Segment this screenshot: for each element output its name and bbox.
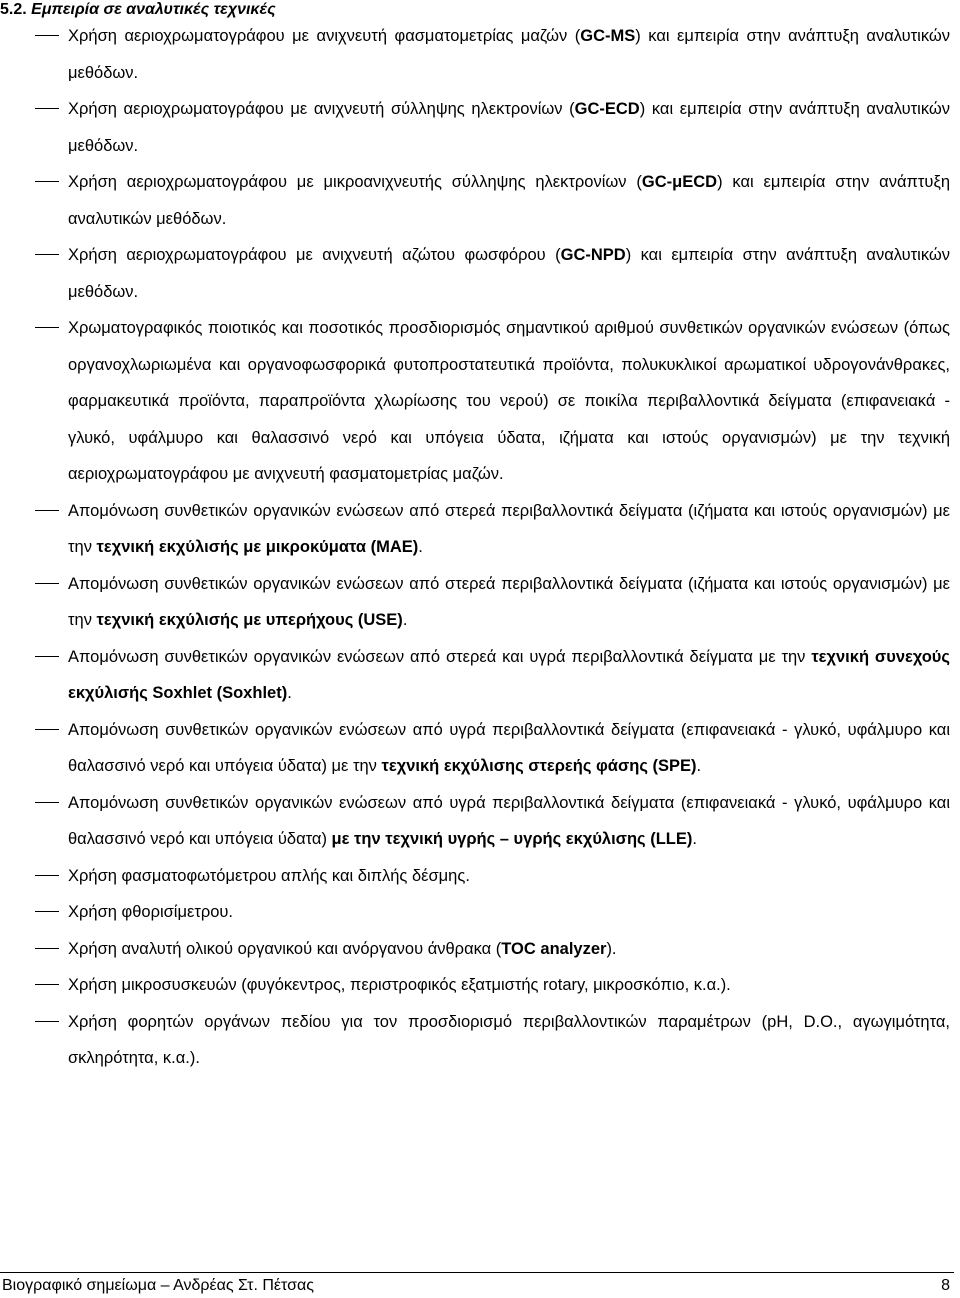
dash-bullet-icon: [35, 254, 59, 255]
item-text: Χρωματογραφικός ποιοτικός και ποσοτικός προσδιορισμός σημαντικού αριθμού συνθετικών οργανικών ενώσεων (όπως οργανοχλωριωμένα και οργανοφωσφορικά φυτοπροστατευτικά προϊόντα, πολυκυκλικοί αρωματικοί υδρογονάνθρακες, φαρμακευτικά προϊόντα, παραπροϊόντα χλωρίωσης του νερού) σε ποικίλα περιβαλλοντικά δείγματα (επιφανειακά - γλυκό, υφάλμυρο και θαλασσινό νερό και υπόγεια ύδατα, ιζήματα και ιστούς οργανισμών) με την τεχνική αεριοχρωματογράφου με ανιχνευτή φασματομετρίας μαζών.: [68, 319, 950, 483]
item-text: Χρήση μικροσυσκευών (φυγόκεντρος, περιστροφικός εξατμιστής rotary, μικροσκόπιο, κ.α.).: [68, 976, 731, 994]
dash-bullet-icon: [35, 948, 59, 949]
list-item: [0, 1004, 960, 1077]
list-item: [0, 967, 960, 1004]
dash-bullet-icon: [35, 875, 59, 876]
bold-text: GC-NPD: [560, 246, 626, 264]
dash-bullet-icon: [35, 911, 59, 912]
item-text: Απομόνωση συνθετικών οργανικών ενώσεων από υγρά περιβαλλοντικά δείγματα (επιφανειακά - γλυκό, υφάλμυρο και θαλασσινό νερό και υπόγεια ύδατα) με την: [68, 720, 950, 775]
dash-bullet-icon: [35, 583, 59, 584]
dash-bullet-icon: [35, 108, 59, 109]
bold-text: τεχνική εκχύλισής με υπερήχους (USE): [96, 611, 403, 629]
section-heading: [0, 0, 276, 20]
bold-text: GC-MS: [580, 27, 636, 45]
item-text: .: [692, 830, 697, 848]
item-text: Χρήση αεριοχρωματογράφου με μικροανιχνευτής σύλληψης ηλεκτρονίων (: [68, 173, 642, 191]
list-item: [0, 18, 960, 91]
item-text: Απομόνωση συνθετικών οργανικών ενώσεων από υγρά περιβαλλοντικά δείγματα (επιφανειακά - γλυκό, υφάλμυρο και θαλασσινό νερό και υπόγεια ύδατα): [68, 793, 950, 848]
dash-bullet-icon: [35, 802, 59, 803]
bold-text: με την τεχνική υγρής – υγρής εκχύλισης (LLE): [331, 830, 693, 848]
item-text: .: [402, 611, 408, 629]
page-number: 8: [941, 1277, 950, 1294]
item-text: Χρήση αεριοχρωματογράφου με ανιχνευτή φασματομετρίας μαζών (: [68, 27, 581, 45]
item-text: ).: [606, 939, 617, 958]
dash-bullet-icon: [35, 1021, 59, 1022]
list-item: [0, 91, 960, 164]
bold-text: τεχνική εκχύλισής με μικροκύματα (MAE): [96, 538, 419, 556]
item-text: Χρήση αεριοχρωματογράφου με ανιχνευτή αζώτου φωσφόρου (: [68, 246, 561, 264]
item-text: Χρήση αναλυτή ολικού οργανικού και ανόργανου άνθρακα (: [68, 939, 502, 958]
section-number: 5.2.: [0, 1, 27, 18]
item-text: Απομόνωση συνθετικών οργανικών ενώσεων από στερεά περιβαλλοντικά δείγματα (ιζήματα και ιστούς οργανισμών) με την: [68, 574, 950, 629]
dash-bullet-icon: [35, 510, 59, 511]
item-text: ) και εμπειρία στην ανάπτυξη αναλυτικών μεθόδων.: [68, 27, 951, 82]
list-item: [0, 639, 960, 712]
bold-text: τεχνική συνεχούς εκχύλισής Soxhlet (Soxhlet): [68, 647, 950, 702]
dash-bullet-icon: [35, 656, 59, 657]
list-item: [0, 931, 960, 968]
bold-text: τεχνική εκχύλισης στερεής φάσης (SPE): [381, 757, 697, 775]
bold-text: GC-μECD: [641, 173, 718, 191]
list-item: [0, 237, 960, 310]
item-text: ) και εμπειρία στην ανάπτυξη αναλυτικών μεθόδων.: [68, 173, 951, 228]
footer-author: Βιογραφικό σημείωμα – Ανδρέας Στ. Πέτσας: [2, 1277, 314, 1294]
item-text: ) και εμπειρία στην ανάπτυξη αναλυτικών μεθόδων.: [68, 100, 951, 155]
item-text: Χρήση αεριοχρωματογράφου με ανιχνευτή σύλληψης ηλεκτρονίων (: [68, 100, 575, 118]
item-text: Χρήση φορητών οργάνων πεδίου για τον προσδιορισμό περιβαλλοντικών παραμέτρων (pH, D.O., αγωγιμότητα, σκληρότητα, κ.α.).: [68, 1012, 950, 1067]
item-text: Χρήση φθορισίμετρου.: [68, 903, 234, 921]
dash-bullet-icon: [35, 729, 59, 730]
item-text: ) και εμπειρία στην ανάπτυξη αναλυτικών μεθόδων.: [68, 246, 951, 301]
list-item: [0, 566, 960, 639]
item-text: .: [418, 538, 423, 556]
list-item: [0, 164, 960, 237]
item-text: .: [287, 684, 292, 702]
item-text: Χρήση φασματοφωτόμετρου απλής και διπλής δέσμης.: [68, 866, 470, 885]
dash-bullet-icon: [35, 984, 59, 985]
list-item: [0, 894, 960, 931]
skills-list: [0, 18, 960, 1077]
list-item: [0, 493, 960, 566]
list-item: [0, 712, 960, 785]
dash-bullet-icon: [35, 35, 59, 36]
item-text: Απομόνωση συνθετικών οργανικών ενώσεων από στερεά περιβαλλοντικά δείγματα (ιζήματα και ιστούς οργανισμών) με την: [68, 501, 950, 556]
section-title: Εμπειρία σε αναλυτικές τεχνικές: [31, 1, 276, 18]
item-text: Απομόνωση συνθετικών οργανικών ενώσεων από στερεά και υγρά περιβαλλοντικά δείγματα με την: [68, 647, 812, 666]
dash-bullet-icon: [35, 181, 59, 182]
item-text: .: [696, 757, 702, 775]
list-item: [0, 785, 960, 858]
dash-bullet-icon: [35, 327, 59, 328]
bold-text: GC-ECD: [574, 100, 640, 118]
page-footer: [0, 1272, 954, 1297]
list-item: [0, 310, 960, 493]
list-item: [0, 858, 960, 895]
bold-text: TOC analyzer: [501, 939, 607, 958]
